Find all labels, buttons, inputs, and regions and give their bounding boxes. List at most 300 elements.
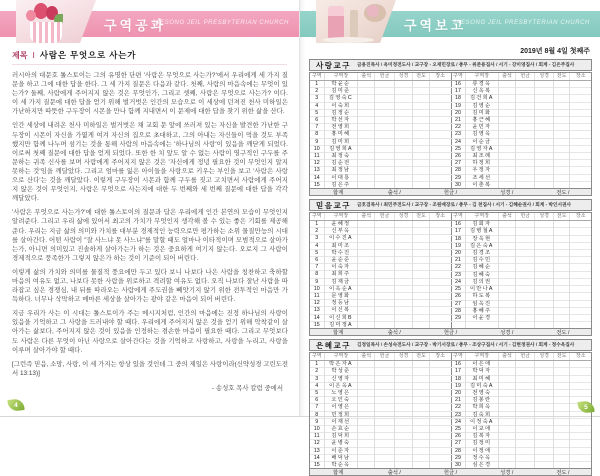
empty-record-cell <box>429 389 450 396</box>
empty-record-cell <box>535 167 553 174</box>
empty-record-cell <box>358 433 375 440</box>
empty-record-cell <box>394 88 412 95</box>
empty-record-cell <box>394 167 412 174</box>
empty-record-cell <box>358 109 375 116</box>
empty-record-cell <box>499 278 516 285</box>
district-header <box>309 199 592 211</box>
empty-record-cell <box>413 300 430 307</box>
empty-record-cell <box>570 418 591 425</box>
district-number-cell: 2 <box>310 368 324 375</box>
leader-name-cell: 임옥진 <box>465 300 499 307</box>
column-header: 헌금 <box>375 353 395 361</box>
empty-record-cell <box>499 242 516 249</box>
empty-record-cell <box>535 174 553 181</box>
empty-record-cell <box>535 404 553 411</box>
empty-record-cell <box>375 440 395 447</box>
leader-name-cell: 윤혜정 <box>324 221 358 228</box>
empty-record-cell <box>413 307 430 314</box>
table-row <box>451 160 591 167</box>
empty-record-cell <box>358 249 375 256</box>
district-number-cell: 14 <box>310 454 324 461</box>
column-header: 장소 <box>429 73 450 81</box>
empty-record-cell <box>413 461 430 468</box>
empty-record-cell <box>570 300 591 307</box>
table-row <box>310 249 451 256</box>
table-row <box>310 167 451 174</box>
table-row <box>451 167 591 174</box>
district-number-cell: 18 <box>451 235 465 242</box>
empty-record-cell <box>358 368 375 375</box>
empty-record-cell <box>358 181 375 188</box>
district-number-cell: 19 <box>451 382 465 389</box>
district-number-cell: 9 <box>310 418 324 425</box>
empty-record-cell <box>553 307 570 314</box>
empty-record-cell <box>515 389 535 396</box>
table-row <box>451 153 591 160</box>
empty-record-cell <box>394 174 412 181</box>
district-number-cell: 16 <box>451 221 465 228</box>
empty-record-cell <box>499 235 516 242</box>
column-header: 헌금 <box>515 353 535 361</box>
empty-record-cell <box>394 454 412 461</box>
empty-record-cell <box>429 368 450 375</box>
empty-record-cell <box>358 389 375 396</box>
table-row <box>451 181 591 188</box>
empty-record-cell <box>429 411 450 418</box>
leader-name-cell: 장옥현 <box>465 235 499 242</box>
district-number-cell: 15 <box>310 321 324 328</box>
leader-name-cell: 이만나A <box>465 286 499 293</box>
empty-record-cell <box>429 109 450 116</box>
striped-cup <box>30 22 62 43</box>
empty-record-cell <box>570 160 591 167</box>
table-row <box>310 264 451 271</box>
table-row <box>310 235 451 242</box>
summary-cell: 출석 / <box>387 330 401 337</box>
district-name: 사랑교구 <box>316 60 351 70</box>
district-number-cell: 19 <box>451 102 465 109</box>
empty-record-cell <box>394 102 412 109</box>
empty-record-cell <box>375 109 395 116</box>
leader-name-cell: 최희주 <box>324 271 358 278</box>
empty-record-cell <box>358 271 375 278</box>
column-header: 구역장 <box>465 73 499 81</box>
district-number-cell: 4 <box>310 102 324 109</box>
empty-record-cell <box>570 447 591 454</box>
candle-icon <box>350 10 358 40</box>
empty-record-cell <box>570 181 591 188</box>
empty-record-cell <box>570 264 591 271</box>
empty-record-cell <box>570 278 591 285</box>
summary-cell: 성경 / <box>500 470 514 476</box>
empty-record-cell <box>429 117 450 124</box>
district-number-cell: 7 <box>310 404 324 411</box>
column-header: 출석 <box>358 353 375 361</box>
column-header: 구역 <box>310 213 324 221</box>
district-number-cell: 23 <box>451 131 465 138</box>
empty-record-cell <box>515 257 535 264</box>
table-row <box>310 361 451 368</box>
empty-record-cell <box>394 181 412 188</box>
column-header: 출석 <box>499 213 516 221</box>
empty-record-cell <box>375 375 395 382</box>
leader-name-cell: 김수민 <box>465 257 499 264</box>
empty-record-cell <box>429 375 450 382</box>
empty-record-cell <box>375 314 395 321</box>
empty-record-cell <box>358 285 375 292</box>
empty-record-cell <box>499 138 516 145</box>
leader-name-cell: 이정애 <box>465 447 499 454</box>
empty-record-cell <box>358 314 375 321</box>
empty-record-cell <box>358 95 375 102</box>
empty-record-cell <box>499 293 516 300</box>
empty-record-cell <box>535 138 553 145</box>
empty-record-cell <box>429 95 450 102</box>
district-number-cell: 12 <box>310 440 324 447</box>
table-row <box>451 131 591 138</box>
empty-record-cell <box>553 109 570 116</box>
empty-record-cell <box>499 181 516 188</box>
empty-record-cell <box>535 145 553 152</box>
column-header: 전도 <box>553 353 570 361</box>
column-header: 출석 <box>499 73 516 81</box>
empty-record-cell <box>535 242 553 249</box>
empty-record-cell <box>535 249 553 256</box>
table-row <box>310 293 451 300</box>
district-name: 은혜교구 <box>316 340 351 350</box>
empty-record-cell <box>570 433 591 440</box>
district-number-cell: 27 <box>451 300 465 307</box>
table-row <box>310 321 451 328</box>
empty-record-cell <box>394 109 412 116</box>
table-row <box>451 174 591 181</box>
empty-record-cell <box>413 167 430 174</box>
empty-record-cell <box>429 382 450 389</box>
empty-record-cell <box>553 145 570 152</box>
district-number-cell: 12 <box>310 160 324 167</box>
table-row <box>451 454 591 461</box>
empty-record-cell <box>535 81 553 88</box>
empty-record-cell <box>553 160 570 167</box>
empty-record-cell <box>358 382 375 389</box>
empty-record-cell <box>429 131 450 138</box>
district-staff: 금호겸목사 / 최민주전도사 / 교구장 - 조원배장로 / 총무 - 김 천집사 / 서기 - 김혜순권사 / 회계 - 박인서권사 <box>356 202 572 208</box>
empty-record-cell <box>570 440 591 447</box>
district-table <box>451 353 592 468</box>
leader-name-cell: 김숙희 <box>465 411 499 418</box>
empty-record-cell <box>413 109 430 116</box>
empty-record-cell <box>429 404 450 411</box>
empty-record-cell <box>375 257 395 264</box>
page-number: 4 <box>14 401 18 409</box>
column-header: 전도 <box>553 213 570 221</box>
empty-record-cell <box>358 153 375 160</box>
table-row <box>451 249 591 256</box>
empty-record-cell <box>515 293 535 300</box>
column-header: 구역장 <box>465 353 499 361</box>
empty-record-cell <box>413 117 430 124</box>
leader-name-cell: 전영희 <box>324 124 358 131</box>
empty-record-cell <box>429 174 450 181</box>
empty-record-cell <box>499 124 516 131</box>
empty-record-cell <box>413 397 430 404</box>
leader-name-cell: 김미희 <box>324 138 358 145</box>
empty-record-cell <box>515 153 535 160</box>
empty-record-cell <box>375 293 395 300</box>
empty-record-cell <box>553 382 570 389</box>
empty-record-cell <box>553 433 570 440</box>
column-header: 구역 <box>451 213 465 221</box>
report-date: 2019년 8월 4일 첫째주 <box>520 48 590 55</box>
empty-record-cell <box>499 131 516 138</box>
empty-record-cell <box>429 249 450 256</box>
empty-record-cell <box>358 242 375 249</box>
empty-record-cell <box>499 221 516 228</box>
empty-record-cell <box>375 361 395 368</box>
district-number-cell: 26 <box>451 433 465 440</box>
district-number-cell: 2 <box>310 88 324 95</box>
summary-cell: 헌금 / <box>443 470 458 476</box>
district-number-cell: 11 <box>310 433 324 440</box>
district-number-cell: 14 <box>310 174 324 181</box>
district-number-cell: 1 <box>310 81 324 88</box>
empty-record-cell <box>553 81 570 88</box>
empty-record-cell <box>535 95 553 102</box>
table-row <box>310 433 451 440</box>
empty-record-cell <box>413 285 430 292</box>
column-header: 성경 <box>535 213 553 221</box>
empty-record-cell <box>515 278 535 285</box>
table-row <box>310 375 451 382</box>
table-row <box>451 300 591 307</box>
district-number-cell: 21 <box>451 117 465 124</box>
empty-record-cell <box>553 361 570 368</box>
empty-record-cell <box>375 264 395 271</box>
church-name: JAESONG JEIL PRESBYTERIAN CHURCH <box>452 20 590 26</box>
empty-record-cell <box>535 181 553 188</box>
table-row <box>451 117 591 124</box>
leader-name-cell: 김병철A <box>465 228 499 235</box>
district-number-cell: 19 <box>451 242 465 249</box>
empty-record-cell <box>375 249 395 256</box>
empty-record-cell <box>375 307 395 314</box>
empty-record-cell <box>413 404 430 411</box>
column-header: 전도 <box>413 73 430 81</box>
leader-name-cell: 이교애 <box>465 425 499 432</box>
empty-record-cell <box>515 235 535 242</box>
paragraph: '사람은 무엇으로 사는가?'에 대한 톨스토이의 질문과 답은 우리에게 인간 본연의 모습이 무엇인지 알려준다. 그리고 우리 삶에 있어서 최고의 가치가 무엇인지 생각해 볼 수 있는 좋은 기회를 제공해 준다. 우리는 지금 삶의 의미와 가치를 대부분 경제적인 능력으로만 평가하는 소위 물질만능의 시대를 살아간다. 어떤 사람이 "잘 사느냐 못 사느냐"를 말할 때도 얼마나 이타적이며 모범적으로 살아가는가, 아니면 의미있고 진솔하게 살아가는가 하는 것은 중요하게 여기지 않는다. 오로지 그 사람이 경제적으로 풍족한가 그렇지 않은가 하는 것이 기준이 되어 버린다. <box>12 209 288 262</box>
empty-record-cell <box>394 461 412 468</box>
empty-record-cell <box>413 249 430 256</box>
empty-record-cell <box>535 454 553 461</box>
empty-record-cell <box>570 375 591 382</box>
empty-record-cell <box>515 138 535 145</box>
leader-name-cell: 김은주 <box>324 181 358 188</box>
column-header: 구역 <box>310 73 324 81</box>
table-row <box>310 124 451 131</box>
leader-name-cell: 문영화 <box>324 293 358 300</box>
empty-record-cell <box>375 389 395 396</box>
empty-record-cell <box>358 235 375 242</box>
district-number-cell: 2 <box>310 228 324 235</box>
empty-record-cell <box>553 300 570 307</box>
empty-record-cell <box>429 293 450 300</box>
empty-record-cell <box>499 81 516 88</box>
empty-record-cell <box>515 167 535 174</box>
empty-record-cell <box>358 278 375 285</box>
empty-record-cell <box>515 440 535 447</box>
column-header: 성경 <box>535 73 553 81</box>
district-number-cell: 13 <box>310 307 324 314</box>
table-row <box>310 411 451 418</box>
empty-record-cell <box>375 228 395 235</box>
empty-record-cell <box>429 264 450 271</box>
empty-record-cell <box>515 404 535 411</box>
table-row <box>451 221 591 228</box>
empty-record-cell <box>394 397 412 404</box>
leader-name-cell: 신부옥 <box>324 228 358 235</box>
empty-record-cell <box>375 300 395 307</box>
empty-record-cell <box>570 174 591 181</box>
leader-name-cell: 박은자A <box>324 361 358 368</box>
empty-record-cell <box>499 307 516 314</box>
leader-name-cell: 이춘복 <box>465 181 499 188</box>
district-table <box>451 73 592 188</box>
empty-record-cell <box>358 300 375 307</box>
empty-record-cell <box>413 433 430 440</box>
empty-record-cell <box>394 131 412 138</box>
empty-record-cell <box>429 447 450 454</box>
empty-record-cell <box>413 228 430 235</box>
table-row <box>451 286 591 293</box>
district-number-cell: 28 <box>451 307 465 314</box>
empty-record-cell <box>515 271 535 278</box>
table-row <box>310 440 451 447</box>
district-number-cell: 28 <box>451 167 465 174</box>
empty-record-cell <box>515 242 535 249</box>
district-number-cell: 4 <box>310 242 324 249</box>
empty-record-cell <box>570 293 591 300</box>
district-number-cell: 18 <box>451 375 465 382</box>
district-number-cell: 8 <box>310 131 324 138</box>
empty-record-cell <box>358 81 375 88</box>
empty-record-cell <box>394 264 412 271</box>
empty-record-cell <box>499 397 516 404</box>
district-number-cell: 17 <box>451 368 465 375</box>
column-header: 구역장 <box>465 213 499 221</box>
empty-record-cell <box>535 418 553 425</box>
leader-name-cell: 박수진 <box>324 249 358 256</box>
empty-record-cell <box>358 425 375 432</box>
empty-record-cell <box>553 425 570 432</box>
empty-record-cell <box>499 145 516 152</box>
empty-record-cell <box>394 117 412 124</box>
scripture-quote: [그런즉 믿음, 소망, 사랑, 이 세 가지는 항상 있을 것인데 그 중의 제일은 사랑이라(신약성경 고린도전서 13:13)] <box>12 360 288 377</box>
table-row <box>451 425 591 432</box>
district-number-cell: 28 <box>451 447 465 454</box>
empty-record-cell <box>413 454 430 461</box>
empty-record-cell <box>515 160 535 167</box>
district-number-cell: 1 <box>310 361 324 368</box>
table-row <box>310 278 451 285</box>
district-number-cell: 5 <box>310 249 324 256</box>
empty-record-cell <box>553 389 570 396</box>
empty-record-cell <box>413 124 430 131</box>
district-number-cell: 14 <box>310 314 324 321</box>
empty-record-cell <box>394 293 412 300</box>
empty-record-cell <box>570 102 591 109</box>
district-number-cell: 20 <box>451 249 465 256</box>
empty-record-cell <box>535 382 553 389</box>
leader-name-cell: 김건희A <box>465 95 499 102</box>
empty-record-cell <box>499 454 516 461</box>
column-header: 출석 <box>358 73 375 81</box>
empty-record-cell <box>499 95 516 102</box>
empty-record-cell <box>515 361 535 368</box>
empty-record-cell <box>515 425 535 432</box>
empty-record-cell <box>570 228 591 235</box>
empty-record-cell <box>429 300 450 307</box>
leader-name-cell: 이신복 <box>324 307 358 314</box>
leader-name-cell: 심은경 <box>465 461 499 468</box>
empty-record-cell <box>553 315 570 322</box>
empty-record-cell <box>553 368 570 375</box>
empty-record-cell <box>394 307 412 314</box>
column-header: 성경 <box>394 73 412 81</box>
empty-record-cell <box>429 440 450 447</box>
leader-name-cell: 김정순 <box>324 109 358 116</box>
empty-record-cell <box>413 271 430 278</box>
district-number-cell: 24 <box>451 418 465 425</box>
table-row <box>451 397 591 404</box>
empty-record-cell <box>375 131 395 138</box>
empty-record-cell <box>553 174 570 181</box>
district-table-pair <box>309 352 592 468</box>
summary-cell: 성경 / <box>500 330 514 337</box>
table-row <box>310 145 451 152</box>
empty-record-cell <box>413 88 430 95</box>
empty-record-cell <box>535 307 553 314</box>
district-number-cell: 8 <box>310 411 324 418</box>
empty-record-cell <box>429 361 450 368</box>
leader-name-cell: 홍미혜 <box>324 131 358 138</box>
district-number-cell: 20 <box>451 109 465 116</box>
empty-record-cell <box>413 131 430 138</box>
empty-record-cell <box>515 286 535 293</box>
empty-record-cell <box>394 382 412 389</box>
district-section-eunhye <box>309 339 592 476</box>
empty-record-cell <box>499 433 516 440</box>
column-header: 전도 <box>413 353 430 361</box>
leader-name-cell: 김영숙C <box>324 95 358 102</box>
empty-record-cell <box>375 221 395 228</box>
empty-record-cell <box>394 418 412 425</box>
leader-name-cell: 신영자 <box>324 375 358 382</box>
empty-record-cell <box>553 95 570 102</box>
leader-name-cell: 김혜숙 <box>465 271 499 278</box>
table-row <box>451 95 591 102</box>
table-row <box>310 368 451 375</box>
table-row <box>310 88 451 95</box>
empty-record-cell <box>358 264 375 271</box>
table-row <box>310 418 451 425</box>
empty-record-cell <box>429 138 450 145</box>
empty-record-cell <box>375 368 395 375</box>
district-number-cell: 4 <box>310 382 324 389</box>
table-row <box>310 454 451 461</box>
empty-record-cell <box>358 418 375 425</box>
empty-record-cell <box>358 361 375 368</box>
